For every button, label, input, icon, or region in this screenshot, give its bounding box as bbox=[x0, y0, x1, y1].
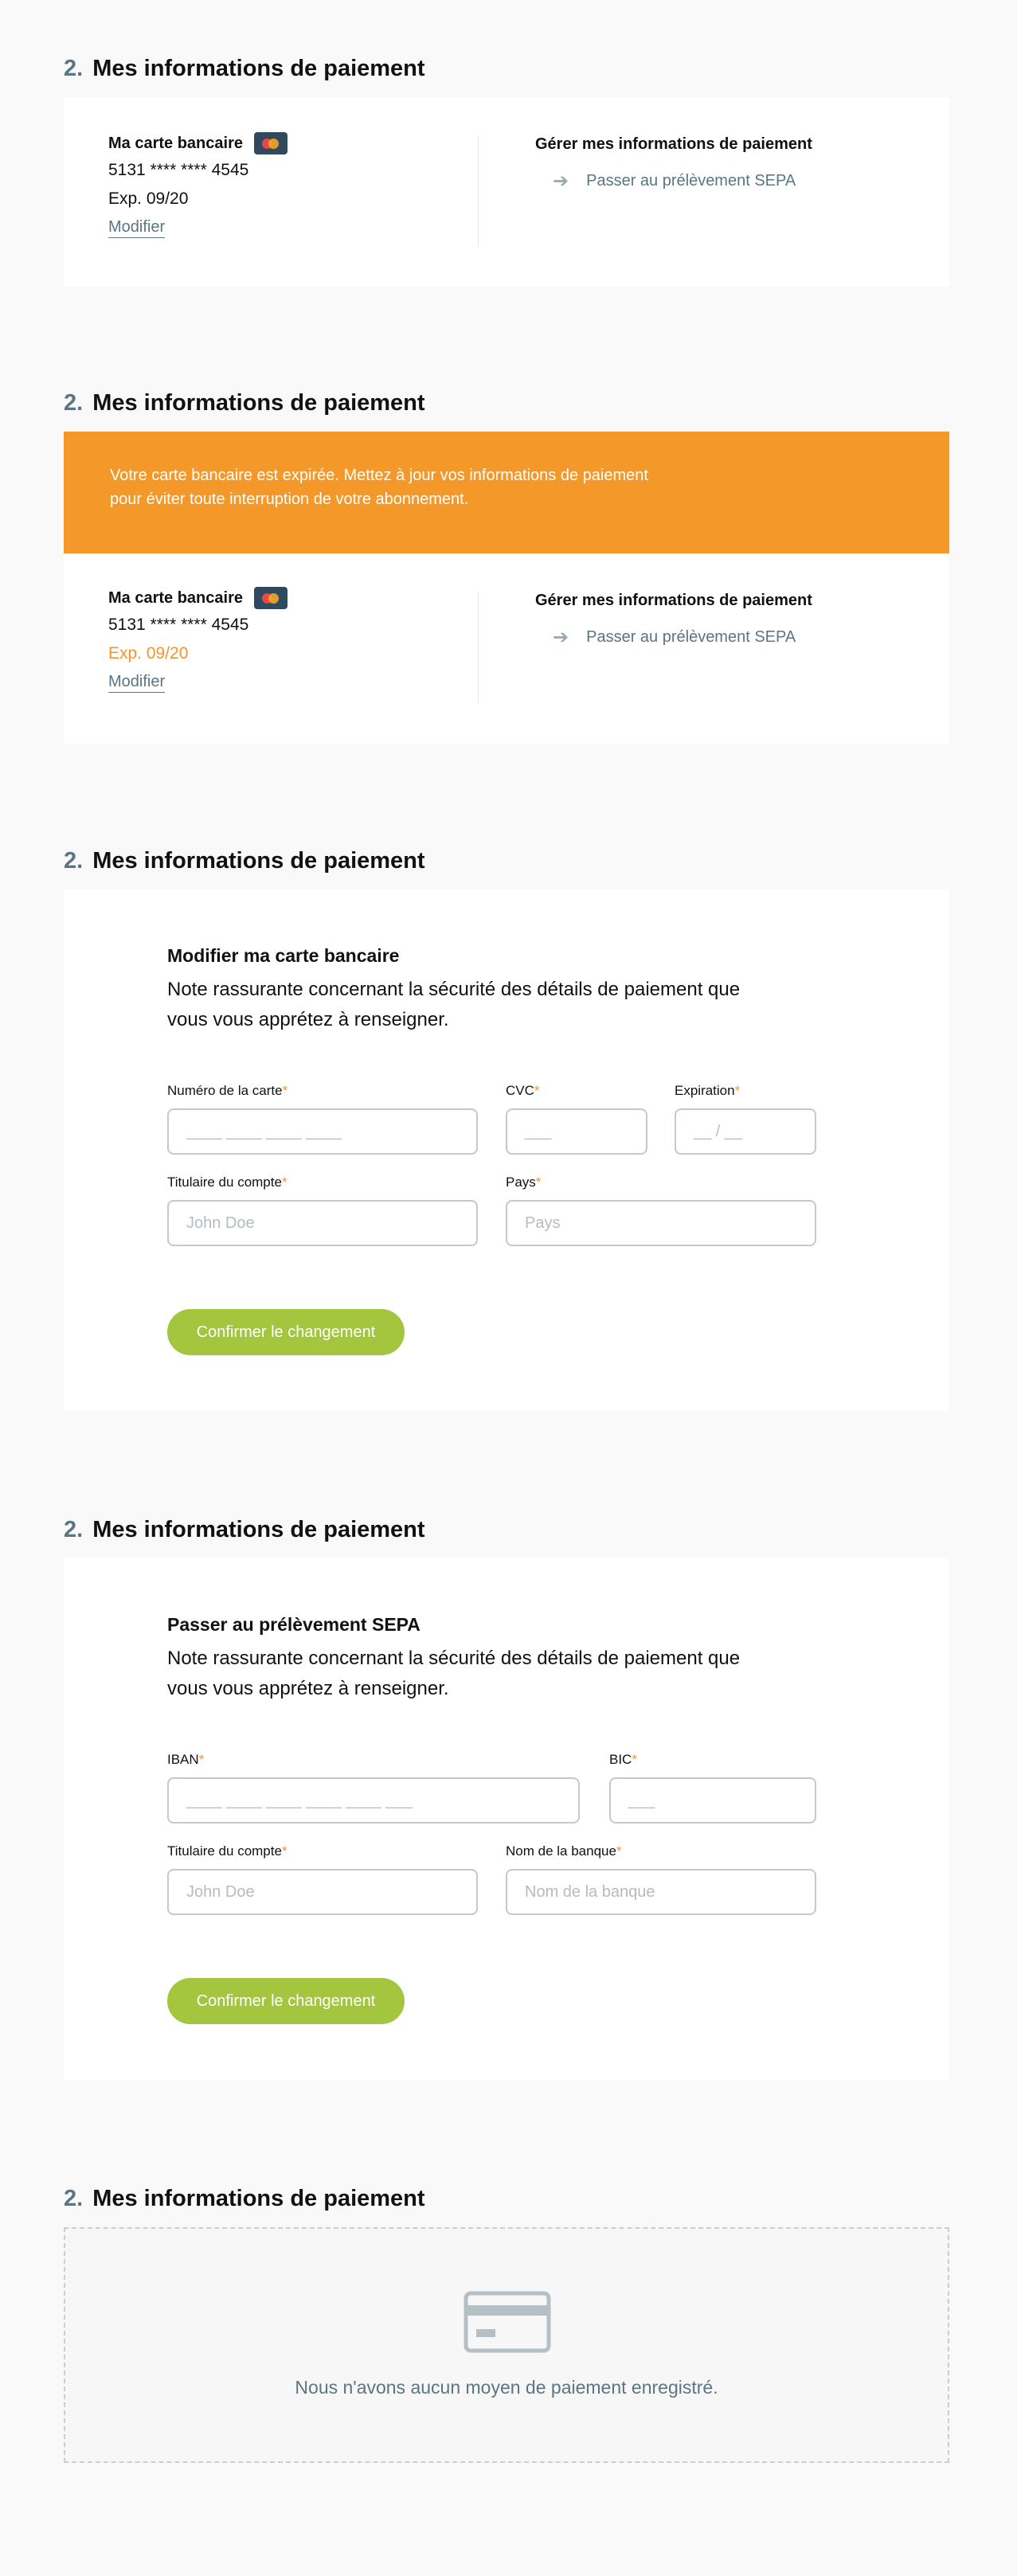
holder-field: Titulaire du compte* John Doe bbox=[167, 1175, 478, 1246]
card-label: Ma carte bancaire bbox=[108, 588, 243, 607]
card-number-field: Numéro de la carte* ____ ____ ____ ____ bbox=[167, 1083, 478, 1155]
card-form-description: Note rassurante concernant la sécurité des détails de paiement que vous vous apprétez à renseigner. bbox=[167, 979, 741, 1030]
section-title: 2. Mes informations de paiement bbox=[64, 56, 425, 81]
payment-card-panel bbox=[64, 553, 949, 745]
sepa-form bbox=[167, 1614, 820, 1704]
card-summary bbox=[108, 587, 287, 693]
iban-input[interactable]: ____ ____ ____ ____ ____ ___ bbox=[167, 1777, 580, 1824]
card-summary bbox=[108, 132, 287, 238]
divider bbox=[478, 592, 479, 703]
sepa-form-heading: Passer au prélèvement SEPA bbox=[167, 1614, 420, 1635]
card-number-input[interactable]: ____ ____ ____ ____ bbox=[167, 1108, 478, 1155]
card-form-panel bbox=[64, 889, 949, 1411]
section-title: 2. Mes informations de paiement bbox=[64, 2186, 425, 2211]
switch-to-sepa-link[interactable]: ➔ Passer au prélèvement SEPA bbox=[553, 170, 796, 192]
credit-card-icon bbox=[464, 2291, 551, 2353]
empty-state-text: Nous n'avons aucun moyen de paiement enregistré. bbox=[295, 2377, 718, 2398]
manage-heading: Gérer mes informations de paiement bbox=[535, 135, 812, 153]
country-field: Pays* Pays bbox=[506, 1175, 816, 1246]
manage-payment bbox=[535, 592, 812, 649]
iban-field: IBAN* ____ ____ ____ ____ ____ ___ bbox=[167, 1752, 580, 1824]
modify-card-link[interactable]: Modifier bbox=[108, 673, 165, 693]
switch-to-sepa-link[interactable]: ➔ Passer au prélèvement SEPA bbox=[553, 627, 796, 648]
empty-payment-state bbox=[64, 2227, 949, 2463]
section-title: 2. Mes informations de paiement bbox=[64, 390, 425, 416]
modify-card-link[interactable]: Modifier bbox=[108, 218, 165, 238]
card-number: 5131 **** **** 4545 bbox=[108, 616, 249, 634]
manage-payment bbox=[535, 135, 812, 193]
manage-heading: Gérer mes informations de paiement bbox=[535, 592, 812, 609]
holder-input[interactable]: John Doe bbox=[167, 1200, 478, 1246]
sepa-form-description: Note rassurante concernant la sécurité des détails de paiement que vous vous apprétez à renseigner. bbox=[167, 1648, 741, 1699]
card-label: Ma carte bancaire bbox=[108, 134, 243, 152]
card-expiration-expired: Exp. 09/20 bbox=[108, 644, 189, 663]
arrow-right-icon: ➔ bbox=[553, 170, 569, 192]
expiration-input[interactable]: __ / __ bbox=[675, 1108, 816, 1155]
bank-name-input[interactable]: Nom de la banque bbox=[506, 1869, 816, 1915]
payment-card-panel bbox=[64, 97, 949, 287]
cvc-input[interactable]: ___ bbox=[506, 1108, 647, 1155]
mastercard-icon bbox=[254, 132, 287, 154]
bank-name-field: Nom de la banque* Nom de la banque bbox=[506, 1843, 816, 1915]
mastercard-icon bbox=[254, 587, 287, 609]
card-number: 5131 **** **** 4545 bbox=[108, 161, 249, 179]
section-title: 2. Mes informations de paiement bbox=[64, 848, 425, 874]
section-title: 2. Mes informations de paiement bbox=[64, 1517, 425, 1542]
bic-input[interactable]: ___ bbox=[609, 1777, 816, 1824]
country-select[interactable]: Pays bbox=[506, 1200, 816, 1246]
card-form bbox=[167, 945, 820, 1035]
expired-card-alert: Votre carte bancaire est expirée. Mettez à jour vos informations de paiement pour éviter toute interruption de votre abonnement. bbox=[64, 432, 949, 553]
holder-input[interactable]: John Doe bbox=[167, 1869, 478, 1915]
divider bbox=[478, 135, 479, 247]
expiration-field: Expiration* __ / __ bbox=[675, 1083, 816, 1155]
holder-field: Titulaire du compte* John Doe bbox=[167, 1843, 478, 1915]
arrow-right-icon: ➔ bbox=[553, 627, 569, 648]
sepa-form-panel bbox=[64, 1558, 949, 2080]
cvc-field: CVC* ___ bbox=[506, 1083, 647, 1155]
confirm-card-change-button[interactable]: Confirmer le changement bbox=[167, 1309, 405, 1355]
card-expiration: Exp. 09/20 bbox=[108, 190, 189, 208]
bic-field: BIC* ___ bbox=[609, 1752, 816, 1824]
confirm-sepa-change-button[interactable]: Confirmer le changement bbox=[167, 1978, 405, 2024]
card-form-heading: Modifier ma carte bancaire bbox=[167, 945, 400, 966]
